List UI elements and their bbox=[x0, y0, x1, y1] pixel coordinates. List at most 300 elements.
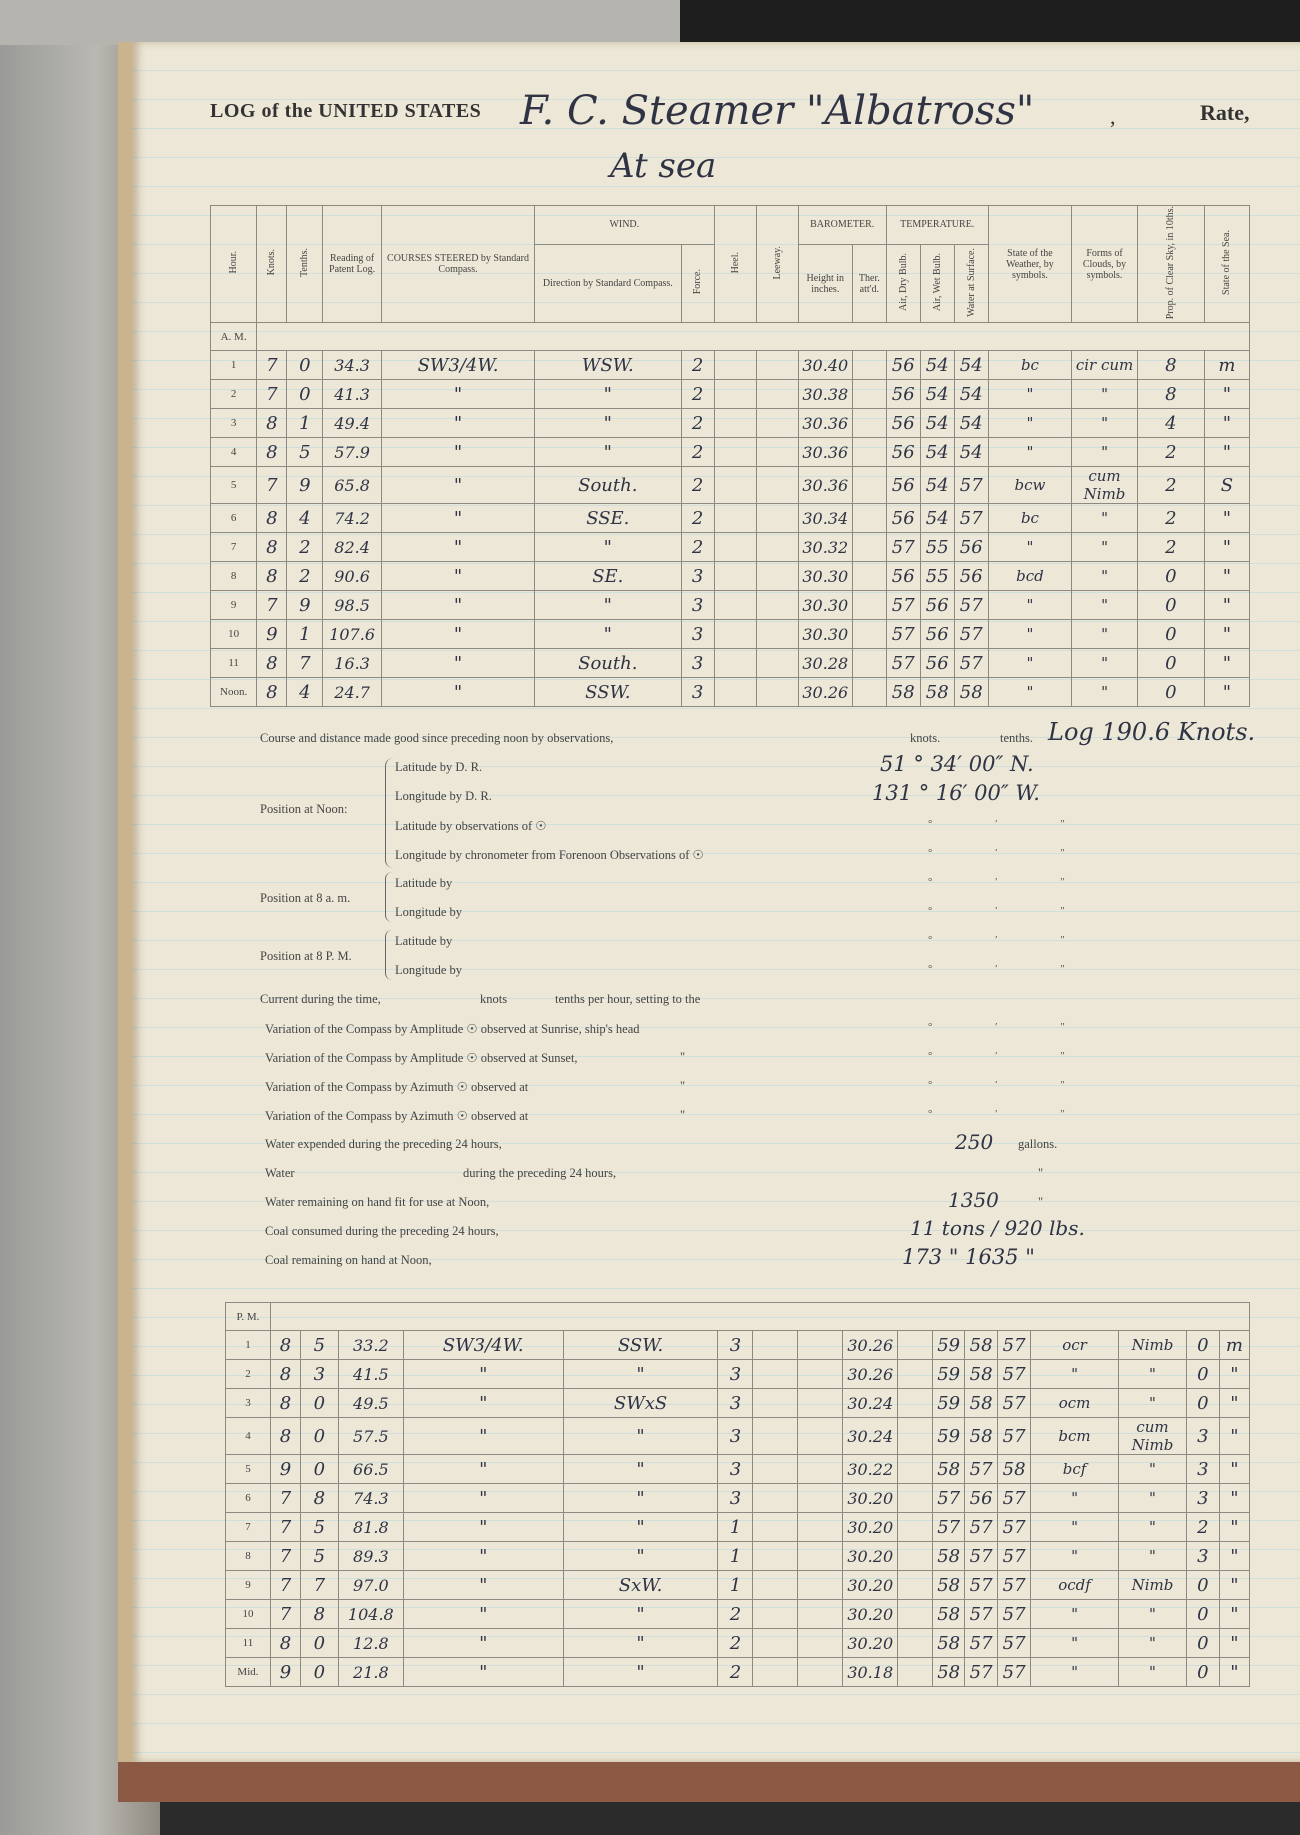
am-log-cell: 16.3 bbox=[323, 649, 382, 678]
am-log-table bbox=[210, 205, 1250, 707]
am-ther-cell bbox=[852, 467, 886, 504]
pm-force-cell: 3 bbox=[718, 1389, 753, 1418]
col-ther: Ther. att'd. bbox=[852, 244, 886, 323]
lon-8am-label: Longitude by bbox=[395, 905, 463, 919]
water-during-label: during the preceding 24 hours, bbox=[463, 1166, 617, 1180]
pm-baro-cell: 30.22 bbox=[843, 1455, 898, 1484]
pm-dry-cell: 59 bbox=[933, 1389, 965, 1418]
pm-heel-cell bbox=[753, 1513, 798, 1542]
am-baro-cell: 30.40 bbox=[798, 351, 852, 380]
table-row bbox=[211, 467, 1250, 504]
lat-8am-label: Latitude by bbox=[395, 876, 453, 890]
pm-clouds-cell: " bbox=[1118, 1484, 1186, 1513]
am-tenths-cell: 9 bbox=[287, 591, 323, 620]
am-heel-cell bbox=[714, 591, 756, 620]
pm-course-cell: " bbox=[403, 1542, 563, 1571]
pm-knots-cell: 9 bbox=[270, 1658, 300, 1687]
pm-ther-cell bbox=[898, 1600, 933, 1629]
pm-knots-cell: 9 bbox=[270, 1455, 300, 1484]
pm-course-cell: " bbox=[403, 1360, 563, 1389]
var-sunrise: Variation of the Compass by Amplitude ☉ observed at Sunrise, ship's head bbox=[265, 1022, 640, 1036]
am-weather-cell: " bbox=[988, 591, 1071, 620]
deg-marks: ° ′ ″ bbox=[928, 876, 1095, 888]
pm-weather-cell: " bbox=[1031, 1484, 1119, 1513]
pm-hour-cell: Mid. bbox=[226, 1658, 271, 1687]
am-wind-cell: SE. bbox=[535, 562, 682, 591]
water-expended-label: Water expended during the preceding 24 hours, bbox=[265, 1137, 502, 1151]
lon-8pm-label: Longitude by bbox=[395, 963, 463, 977]
col-courses: COURSES STEERED by Standard Compass. bbox=[382, 206, 535, 323]
current-tenths: tenths per hour, setting to the bbox=[555, 992, 701, 1006]
am-ther-cell bbox=[852, 678, 886, 707]
lon-dr-value: 131 ° 16′ 00″ W. bbox=[872, 781, 1040, 805]
am-weather-cell: bcd bbox=[988, 562, 1071, 591]
pm-clouds-cell: cum Nimb bbox=[1118, 1418, 1186, 1455]
am-wet-cell: 54 bbox=[920, 438, 954, 467]
am-dry-cell: 56 bbox=[886, 504, 920, 533]
am-knots-cell: 8 bbox=[257, 504, 287, 533]
am-dry-cell: 56 bbox=[886, 438, 920, 467]
current-label: Current during the time, bbox=[260, 992, 381, 1006]
am-course-cell: " bbox=[382, 380, 535, 409]
col-clear-sky: Prop. of Clear Sky, in 10ths. bbox=[1137, 206, 1204, 323]
pm-sky-cell: 3 bbox=[1186, 1542, 1219, 1571]
water-expended-value: 250 bbox=[955, 1130, 994, 1154]
am-force-cell: 3 bbox=[681, 562, 714, 591]
am-clouds-cell: " bbox=[1072, 678, 1138, 707]
pm-wet-cell: 57 bbox=[965, 1629, 998, 1658]
pm-wet-cell: 57 bbox=[965, 1600, 998, 1629]
col-force: Force. bbox=[681, 244, 714, 323]
deg-marks: ° ′ ″ bbox=[928, 963, 1095, 975]
lat-8pm-label: Latitude by bbox=[395, 934, 453, 948]
am-baro-cell: 30.30 bbox=[798, 591, 852, 620]
pm-hour-cell: 5 bbox=[226, 1455, 271, 1484]
brace-8am bbox=[385, 872, 392, 922]
brace-noon bbox=[385, 758, 394, 868]
book-edge bbox=[118, 1762, 1300, 1802]
pm-tenths-cell: 0 bbox=[300, 1629, 338, 1658]
pm-tenths-cell: 7 bbox=[300, 1571, 338, 1600]
am-wind-cell: " bbox=[535, 591, 682, 620]
pm-water-cell: 57 bbox=[998, 1658, 1031, 1687]
pm-ther-cell bbox=[898, 1658, 933, 1687]
am-hour-cell: 1 bbox=[211, 351, 257, 380]
am-water-cell: 57 bbox=[954, 504, 988, 533]
am-knots-cell: 7 bbox=[257, 351, 287, 380]
pm-leeway-cell bbox=[798, 1389, 843, 1418]
pm-wind-cell: " bbox=[563, 1658, 718, 1687]
pm-dry-cell: 59 bbox=[933, 1331, 965, 1360]
am-ther-cell bbox=[852, 438, 886, 467]
pm-baro-cell: 30.20 bbox=[843, 1629, 898, 1658]
pm-wet-cell: 57 bbox=[965, 1658, 998, 1687]
pm-knots-cell: 7 bbox=[270, 1600, 300, 1629]
coal-remaining-label: Coal remaining on hand at Noon, bbox=[265, 1253, 432, 1267]
coal-remaining-value: 173 " 1635 " bbox=[902, 1245, 1035, 1269]
pm-dry-cell: 59 bbox=[933, 1418, 965, 1455]
am-hour-cell: 7 bbox=[211, 533, 257, 562]
pm-sea-cell: " bbox=[1219, 1571, 1249, 1600]
position-noon-label: Position at Noon: bbox=[260, 802, 348, 816]
am-wind-cell: SSE. bbox=[535, 504, 682, 533]
pm-hour-cell: 1 bbox=[226, 1331, 271, 1360]
am-knots-cell: 8 bbox=[257, 562, 287, 591]
pm-sea-cell: " bbox=[1219, 1418, 1249, 1455]
pm-baro-cell: 30.20 bbox=[843, 1542, 898, 1571]
pm-clouds-cell: " bbox=[1118, 1658, 1186, 1687]
am-dry-cell: 56 bbox=[886, 467, 920, 504]
ditto-mark: " bbox=[1038, 1166, 1044, 1180]
pm-baro-cell: 30.24 bbox=[843, 1389, 898, 1418]
pm-wet-cell: 58 bbox=[965, 1418, 998, 1455]
am-sky-cell: 8 bbox=[1137, 351, 1204, 380]
pm-sea-cell: " bbox=[1219, 1658, 1249, 1687]
pm-water-cell: 57 bbox=[998, 1389, 1031, 1418]
pm-heel-cell bbox=[753, 1331, 798, 1360]
pm-clouds-cell: " bbox=[1118, 1389, 1186, 1418]
deg-marks: ° ′ ″ bbox=[928, 1079, 1095, 1091]
pm-leeway-cell bbox=[798, 1629, 843, 1658]
pm-clouds-cell: Nimb bbox=[1118, 1571, 1186, 1600]
knots-label: knots. bbox=[910, 731, 941, 745]
am-water-cell: 57 bbox=[954, 467, 988, 504]
col-wind: WIND. bbox=[535, 206, 715, 245]
am-dry-cell: 57 bbox=[886, 591, 920, 620]
pm-wind-cell: " bbox=[563, 1513, 718, 1542]
pm-leeway-cell bbox=[798, 1658, 843, 1687]
table-row bbox=[226, 1484, 1250, 1513]
am-clouds-cell: cum Nimb bbox=[1072, 467, 1138, 504]
am-hour-cell: 11 bbox=[211, 649, 257, 678]
table-row bbox=[211, 591, 1250, 620]
pm-log-cell: 74.3 bbox=[338, 1484, 403, 1513]
pm-wind-cell: SWxS bbox=[563, 1389, 718, 1418]
am-tenths-cell: 0 bbox=[287, 351, 323, 380]
am-baro-cell: 30.32 bbox=[798, 533, 852, 562]
am-course-cell: " bbox=[382, 620, 535, 649]
pm-baro-cell: 30.20 bbox=[843, 1571, 898, 1600]
ditto-mark: " bbox=[680, 1050, 686, 1064]
position-8pm-label: Position at 8 P. M. bbox=[260, 949, 352, 963]
pm-ther-cell bbox=[898, 1513, 933, 1542]
pm-knots-cell: 8 bbox=[270, 1629, 300, 1658]
rate-label: Rate, bbox=[1200, 100, 1250, 125]
pm-hour-cell: 11 bbox=[226, 1629, 271, 1658]
am-force-cell: 2 bbox=[681, 438, 714, 467]
am-hour-cell: 10 bbox=[211, 620, 257, 649]
col-direction: Direction by Standard Compass. bbox=[535, 244, 682, 323]
pm-clouds-cell: Nimb bbox=[1118, 1331, 1186, 1360]
pm-sky-cell: 2 bbox=[1186, 1513, 1219, 1542]
pm-sky-cell: 3 bbox=[1186, 1418, 1219, 1455]
am-tenths-cell: 2 bbox=[287, 533, 323, 562]
col-patent-log: Reading of Patent Log. bbox=[323, 206, 382, 323]
deg-marks: ° ′ ″ bbox=[928, 1021, 1095, 1033]
pm-wet-cell: 56 bbox=[965, 1484, 998, 1513]
am-force-cell: 3 bbox=[681, 620, 714, 649]
pm-course-cell: " bbox=[403, 1629, 563, 1658]
pm-sky-cell: 3 bbox=[1186, 1455, 1219, 1484]
am-leeway-cell bbox=[756, 351, 798, 380]
pm-water-cell: 57 bbox=[998, 1629, 1031, 1658]
pm-leeway-cell bbox=[798, 1360, 843, 1389]
tenths-label: tenths. bbox=[1000, 731, 1033, 745]
am-sky-cell: 2 bbox=[1137, 533, 1204, 562]
am-leeway-cell bbox=[756, 533, 798, 562]
pm-sky-cell: 3 bbox=[1186, 1484, 1219, 1513]
pm-weather-cell: " bbox=[1031, 1360, 1119, 1389]
am-sky-cell: 0 bbox=[1137, 620, 1204, 649]
pm-knots-cell: 7 bbox=[270, 1484, 300, 1513]
am-heel-cell bbox=[714, 533, 756, 562]
pm-hour-cell: 10 bbox=[226, 1600, 271, 1629]
am-force-cell: 3 bbox=[681, 591, 714, 620]
pm-sea-cell: " bbox=[1219, 1484, 1249, 1513]
deg-marks: ° ′ ″ bbox=[928, 934, 1095, 946]
pm-sky-cell: 0 bbox=[1186, 1360, 1219, 1389]
lat-dr-value: 51 ° 34′ 00″ N. bbox=[880, 752, 1034, 776]
pm-weather-cell: ocdf bbox=[1031, 1571, 1119, 1600]
pm-tenths-cell: 8 bbox=[300, 1484, 338, 1513]
am-wind-cell: " bbox=[535, 409, 682, 438]
pm-label: P. M. bbox=[226, 1303, 271, 1331]
am-sky-cell: 2 bbox=[1137, 438, 1204, 467]
position-8am-label: Position at 8 a. m. bbox=[260, 891, 351, 905]
pm-log-cell: 89.3 bbox=[338, 1542, 403, 1571]
table-row bbox=[226, 1629, 1250, 1658]
am-baro-cell: 30.36 bbox=[798, 467, 852, 504]
am-leeway-cell bbox=[756, 467, 798, 504]
pm-ther-cell bbox=[898, 1484, 933, 1513]
am-dry-cell: 56 bbox=[886, 351, 920, 380]
pm-hour-cell: 4 bbox=[226, 1418, 271, 1455]
am-baro-cell: 30.30 bbox=[798, 562, 852, 591]
pm-heel-cell bbox=[753, 1600, 798, 1629]
am-baro-cell: 30.34 bbox=[798, 504, 852, 533]
pm-knots-cell: 7 bbox=[270, 1571, 300, 1600]
am-tenths-cell: 2 bbox=[287, 562, 323, 591]
pm-weather-cell: bcf bbox=[1031, 1455, 1119, 1484]
pm-ther-cell bbox=[898, 1389, 933, 1418]
pm-log-cell: 49.5 bbox=[338, 1389, 403, 1418]
am-force-cell: 2 bbox=[681, 380, 714, 409]
pm-wind-cell: " bbox=[563, 1600, 718, 1629]
table-row bbox=[211, 504, 1250, 533]
pm-wet-cell: 57 bbox=[965, 1542, 998, 1571]
am-tenths-cell: 1 bbox=[287, 409, 323, 438]
pm-knots-cell: 8 bbox=[270, 1389, 300, 1418]
table-row bbox=[226, 1455, 1250, 1484]
am-baro-cell: 30.30 bbox=[798, 620, 852, 649]
am-knots-cell: 7 bbox=[257, 380, 287, 409]
pm-leeway-cell bbox=[798, 1571, 843, 1600]
am-water-cell: 58 bbox=[954, 678, 988, 707]
pm-log-cell: 66.5 bbox=[338, 1455, 403, 1484]
pm-wet-cell: 57 bbox=[965, 1513, 998, 1542]
pm-dry-cell: 58 bbox=[933, 1629, 965, 1658]
pm-sky-cell: 0 bbox=[1186, 1600, 1219, 1629]
am-clouds-cell: " bbox=[1072, 504, 1138, 533]
am-log-cell: 65.8 bbox=[323, 467, 382, 504]
am-log-cell: 24.7 bbox=[323, 678, 382, 707]
am-heel-cell bbox=[714, 649, 756, 678]
pm-water-cell: 57 bbox=[998, 1484, 1031, 1513]
pm-water-cell: 57 bbox=[998, 1360, 1031, 1389]
am-weather-cell: " bbox=[988, 533, 1071, 562]
ditto-mark: " bbox=[680, 1108, 686, 1122]
pm-hour-cell: 2 bbox=[226, 1360, 271, 1389]
am-knots-cell: 8 bbox=[257, 678, 287, 707]
table-row bbox=[211, 649, 1250, 678]
am-wet-cell: 54 bbox=[920, 409, 954, 438]
pm-weather-cell: " bbox=[1031, 1542, 1119, 1571]
am-force-cell: 2 bbox=[681, 533, 714, 562]
am-knots-cell: 8 bbox=[257, 438, 287, 467]
pm-dry-cell: 58 bbox=[933, 1600, 965, 1629]
pm-sky-cell: 0 bbox=[1186, 1571, 1219, 1600]
table-row bbox=[226, 1389, 1250, 1418]
var-azimuth-1: Variation of the Compass by Azimuth ☉ observed at bbox=[265, 1080, 529, 1094]
am-weather-cell: " bbox=[988, 620, 1071, 649]
pm-dry-cell: 57 bbox=[933, 1484, 965, 1513]
am-course-cell: " bbox=[382, 533, 535, 562]
am-knots-cell: 7 bbox=[257, 591, 287, 620]
table-row bbox=[226, 1331, 1250, 1360]
pm-baro-cell: 30.26 bbox=[843, 1360, 898, 1389]
pm-leeway-cell bbox=[798, 1600, 843, 1629]
pm-baro-cell: 30.20 bbox=[843, 1513, 898, 1542]
pm-course-cell: " bbox=[403, 1484, 563, 1513]
am-course-cell: " bbox=[382, 591, 535, 620]
am-water-cell: 56 bbox=[954, 533, 988, 562]
am-force-cell: 3 bbox=[681, 649, 714, 678]
pm-sea-cell: " bbox=[1219, 1600, 1249, 1629]
pm-course-cell: " bbox=[403, 1658, 563, 1687]
pm-wet-cell: 57 bbox=[965, 1571, 998, 1600]
pm-hour-cell: 8 bbox=[226, 1542, 271, 1571]
pm-baro-cell: 30.20 bbox=[843, 1600, 898, 1629]
am-tenths-cell: 4 bbox=[287, 678, 323, 707]
pm-water-cell: 57 bbox=[998, 1600, 1031, 1629]
am-course-cell: " bbox=[382, 504, 535, 533]
table-row bbox=[211, 562, 1250, 591]
pm-log-cell: 97.0 bbox=[338, 1571, 403, 1600]
am-baro-cell: 30.26 bbox=[798, 678, 852, 707]
pm-leeway-cell bbox=[798, 1455, 843, 1484]
am-weather-cell: " bbox=[988, 678, 1071, 707]
am-sea-cell: " bbox=[1204, 380, 1249, 409]
am-wet-cell: 56 bbox=[920, 649, 954, 678]
pm-tenths-cell: 0 bbox=[300, 1455, 338, 1484]
var-azimuth-2: Variation of the Compass by Azimuth ☉ observed at bbox=[265, 1109, 529, 1123]
lon-dr-label: Longitude by D. R. bbox=[395, 789, 492, 803]
am-course-cell: " bbox=[382, 649, 535, 678]
am-wind-cell: SSW. bbox=[535, 678, 682, 707]
am-sea-cell: m bbox=[1204, 351, 1249, 380]
am-sky-cell: 0 bbox=[1137, 678, 1204, 707]
am-sky-cell: 0 bbox=[1137, 649, 1204, 678]
coal-consumed-label: Coal consumed during the preceding 24 hours, bbox=[265, 1224, 499, 1238]
pm-leeway-cell bbox=[798, 1331, 843, 1360]
am-course-cell: " bbox=[382, 678, 535, 707]
pm-clouds-cell: " bbox=[1118, 1629, 1186, 1658]
pm-tenths-cell: 0 bbox=[300, 1658, 338, 1687]
am-baro-cell: 30.36 bbox=[798, 438, 852, 467]
am-hour-cell: Noon. bbox=[211, 678, 257, 707]
pm-water-cell: 57 bbox=[998, 1331, 1031, 1360]
pm-dry-cell: 58 bbox=[933, 1455, 965, 1484]
am-dry-cell: 56 bbox=[886, 562, 920, 591]
am-sky-cell: 4 bbox=[1137, 409, 1204, 438]
am-force-cell: 2 bbox=[681, 409, 714, 438]
am-log-cell: 57.9 bbox=[323, 438, 382, 467]
am-ther-cell bbox=[852, 409, 886, 438]
deg-marks: ° ′ ″ bbox=[928, 1050, 1095, 1062]
am-wind-cell: " bbox=[535, 380, 682, 409]
pm-ther-cell bbox=[898, 1571, 933, 1600]
pm-leeway-cell bbox=[798, 1513, 843, 1542]
am-force-cell: 2 bbox=[681, 467, 714, 504]
location: At sea bbox=[610, 146, 717, 186]
pm-force-cell: 2 bbox=[718, 1629, 753, 1658]
am-leeway-cell bbox=[756, 504, 798, 533]
table-row bbox=[211, 409, 1250, 438]
am-baro-cell: 30.36 bbox=[798, 409, 852, 438]
am-leeway-cell bbox=[756, 591, 798, 620]
col-barometer: BAROMETER. bbox=[798, 206, 886, 245]
am-force-cell: 2 bbox=[681, 504, 714, 533]
am-sea-cell: " bbox=[1204, 678, 1249, 707]
am-clouds-cell: " bbox=[1072, 533, 1138, 562]
pm-dry-cell: 58 bbox=[933, 1571, 965, 1600]
pm-heel-cell bbox=[753, 1484, 798, 1513]
pm-weather-cell: " bbox=[1031, 1658, 1119, 1687]
pm-wind-cell: " bbox=[563, 1455, 718, 1484]
pm-heel-cell bbox=[753, 1629, 798, 1658]
am-clouds-cell: cir cum bbox=[1072, 351, 1138, 380]
am-tenths-cell: 4 bbox=[287, 504, 323, 533]
pm-clouds-cell: " bbox=[1118, 1600, 1186, 1629]
am-leeway-cell bbox=[756, 678, 798, 707]
am-clouds-cell: " bbox=[1072, 649, 1138, 678]
am-force-cell: 2 bbox=[681, 351, 714, 380]
ditto-mark: " bbox=[680, 1079, 686, 1093]
pm-sky-cell: 0 bbox=[1186, 1389, 1219, 1418]
pm-baro-cell: 30.26 bbox=[843, 1331, 898, 1360]
pm-wet-cell: 58 bbox=[965, 1331, 998, 1360]
am-sea-cell: " bbox=[1204, 504, 1249, 533]
pm-wind-cell: SxW. bbox=[563, 1571, 718, 1600]
am-clouds-cell: " bbox=[1072, 380, 1138, 409]
am-dry-cell: 56 bbox=[886, 409, 920, 438]
pm-log-cell: 41.5 bbox=[338, 1360, 403, 1389]
deg-marks: ° ′ ″ bbox=[928, 818, 1095, 830]
am-dry-cell: 57 bbox=[886, 620, 920, 649]
pm-ther-cell bbox=[898, 1629, 933, 1658]
pm-weather-cell: " bbox=[1031, 1600, 1119, 1629]
am-sea-cell: " bbox=[1204, 562, 1249, 591]
pm-water-cell: 57 bbox=[998, 1418, 1031, 1455]
pm-sky-cell: 0 bbox=[1186, 1629, 1219, 1658]
am-water-cell: 54 bbox=[954, 438, 988, 467]
table-row bbox=[226, 1542, 1250, 1571]
am-sky-cell: 8 bbox=[1137, 380, 1204, 409]
am-log-cell: 82.4 bbox=[323, 533, 382, 562]
pm-tenths-cell: 5 bbox=[300, 1542, 338, 1571]
pm-clouds-cell: " bbox=[1118, 1360, 1186, 1389]
am-log-cell: 107.6 bbox=[323, 620, 382, 649]
